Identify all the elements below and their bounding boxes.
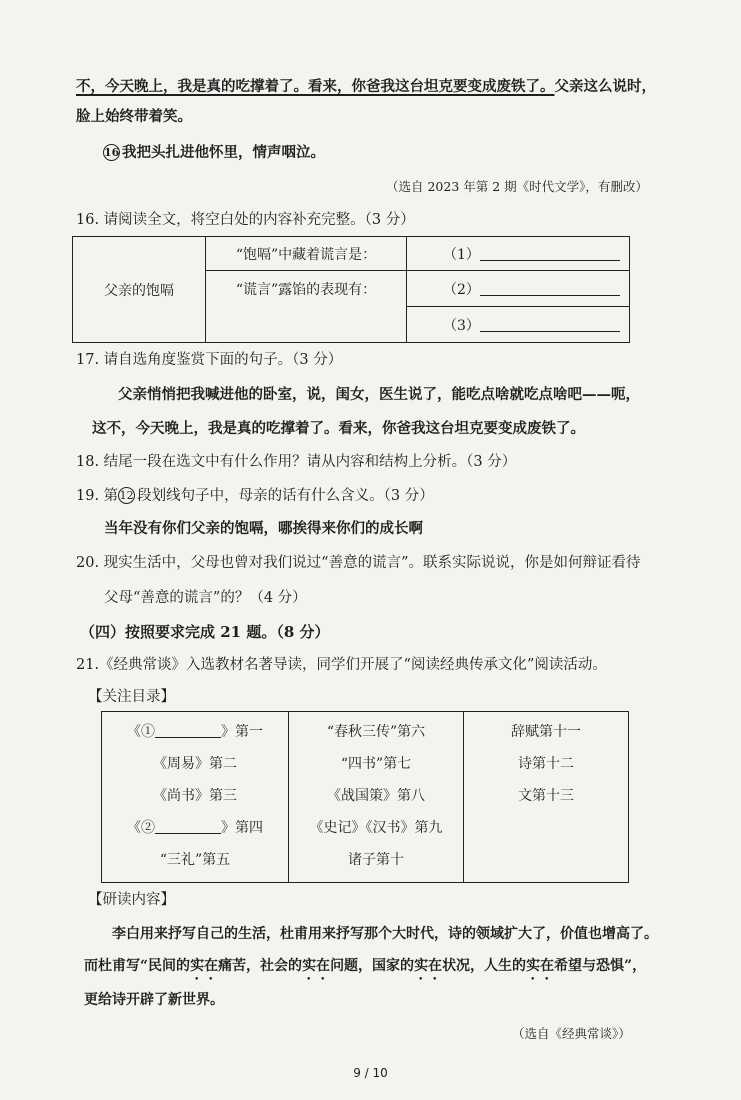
story-line-2: 脸上始终带着笑。 — [76, 108, 192, 125]
toc-item: “四书”第七 — [340, 756, 412, 772]
study-text: 痛苦，社会的 — [218, 958, 303, 974]
answer-line — [155, 819, 221, 834]
story-line-1 — [76, 77, 656, 97]
toc-item: “三礼”第五 — [159, 852, 231, 868]
toc-item-blank-2[interactable] — [102, 812, 288, 844]
page-number: 9 / 10 — [353, 1066, 388, 1080]
emphasis-word: 实在 — [414, 958, 443, 974]
toc-column-1 — [102, 712, 289, 883]
question-18: 18. 结尾一段在选文中有什么作用？请从内容和结构上分析。（3 分） — [76, 454, 517, 470]
q16-blank-2[interactable] — [407, 271, 630, 307]
answer-line — [480, 317, 620, 332]
q16-blank-2-label: （2） — [443, 281, 480, 298]
answer-line — [480, 281, 620, 296]
paragraph-16 — [103, 143, 325, 163]
study-line-1: 李白用来抒写自己的生活，杜甫用来抒写那个大时代，诗的领域扩大了，价值也增高了。 — [112, 926, 658, 942]
toc-item: 辞赋第十一 — [511, 724, 581, 740]
study-source: （选自《经典常谈》） — [512, 1026, 631, 1041]
underlined-sentence: 不，今天晚上，我是真的吃撑着了。看来，你爸我这台坦克要变成废铁了。 — [76, 78, 555, 95]
toc-table — [101, 711, 629, 883]
paragraph-16-text: 我把头扎进他怀里，情声咽泣。 — [122, 144, 325, 161]
q17-quote-line-1: 父亲悄悄把我喊进他的卧室，说，闺女，医生说了，能吃点啥就吃点啥吧——呃， — [118, 386, 640, 403]
toc-item: 《战国策》第八 — [327, 788, 425, 804]
question-20-line-1: 20. 现实生活中，父母也曾对我们说过“善意的谎言”。联系实际说说，你是如何辩证看待 — [76, 555, 641, 571]
toc-item: 《史记》《汉书》第九 — [309, 820, 443, 836]
story-line-1-tail: 父亲这么说时， — [554, 78, 656, 95]
toc-item: 文第十三 — [518, 788, 574, 804]
study-line-3: 更给诗开辟了新世界。 — [84, 992, 224, 1008]
q16-blank-1[interactable] — [407, 237, 630, 271]
toc-item: 诗第十二 — [518, 756, 574, 772]
question-19-text: 段划线句子中，母亲的话有什么含义。（3 分） — [137, 488, 434, 504]
paragraph-number-badge: 16 — [104, 146, 120, 159]
emphasis-word: 实在 — [526, 958, 555, 974]
q16-blank-3[interactable] — [407, 307, 630, 343]
toc-item: 《周易》第二 — [153, 756, 237, 772]
toc-label: 【关注目录】 — [88, 689, 175, 705]
toc-item-1-prefix: 《① — [127, 724, 155, 740]
emphasis-word: 实在 — [302, 958, 331, 974]
q16-row-header: 父亲的饱嗝 — [73, 237, 206, 343]
question-20-line-2: 父母“善意的谎言”的？（4 分） — [104, 590, 307, 606]
q16-label-2: “谎言”露馅的表现有： — [206, 271, 407, 343]
question-19-prefix: 19. 第 — [76, 488, 119, 504]
question-21: 21.《经典常谈》入选教材名著导读，同学们开展了“阅读经典传承文化”阅读活动。 — [76, 657, 607, 673]
toc-item-blank-1[interactable] — [102, 716, 288, 748]
toc-column-3 — [464, 712, 629, 883]
toc-item: “春秋三传”第六 — [326, 724, 426, 740]
study-label: 【研读内容】 — [88, 892, 175, 908]
source-citation: （选自 2023 年第 2 期《时代文学》，有删改） — [386, 179, 648, 194]
toc-item: 诸子第十 — [348, 852, 404, 868]
paragraph-number-badge: 12 — [119, 489, 134, 502]
question-19 — [76, 486, 434, 506]
q17-quote-line-2: 这不，今天晚上，我是真的吃撑着了。看来，你爸我这台坦克要变成废铁了。 — [92, 420, 585, 437]
toc-item-4-suffix: 》第四 — [221, 820, 263, 836]
study-text: 问题，国家的 — [330, 958, 415, 974]
section-4-heading: （四）按照要求完成 21 题。（8 分） — [80, 623, 330, 641]
toc-column-2 — [289, 712, 464, 883]
q16-table — [72, 236, 630, 343]
emphasis-word: 实在 — [190, 958, 219, 974]
toc-item: 《尚书》第三 — [153, 788, 237, 804]
q16-blank-1-label: （1） — [443, 246, 480, 263]
study-text: 希望与恐惧”， — [554, 958, 647, 974]
answer-line — [155, 723, 221, 738]
study-text: 而杜甫写“民间的 — [84, 958, 191, 974]
question-16: 16. 请阅读全文，将空白处的内容补充完整。（3 分） — [76, 212, 415, 228]
study-line-2 — [84, 956, 646, 983]
study-text: 状况，人生的 — [442, 958, 527, 974]
q16-label-1: “饱嗝”中藏着谎言是： — [206, 237, 407, 271]
q19-quote: 当年没有你们父亲的饱嗝，哪挨得来你们的成长啊 — [104, 520, 423, 537]
question-17: 17. 请自选角度鉴赏下面的句子。（3 分） — [76, 352, 343, 368]
toc-item-4-prefix: 《② — [127, 820, 155, 836]
q16-blank-3-label: （3） — [443, 317, 480, 334]
toc-item-1-suffix: 》第一 — [221, 724, 263, 740]
answer-line — [480, 246, 620, 261]
